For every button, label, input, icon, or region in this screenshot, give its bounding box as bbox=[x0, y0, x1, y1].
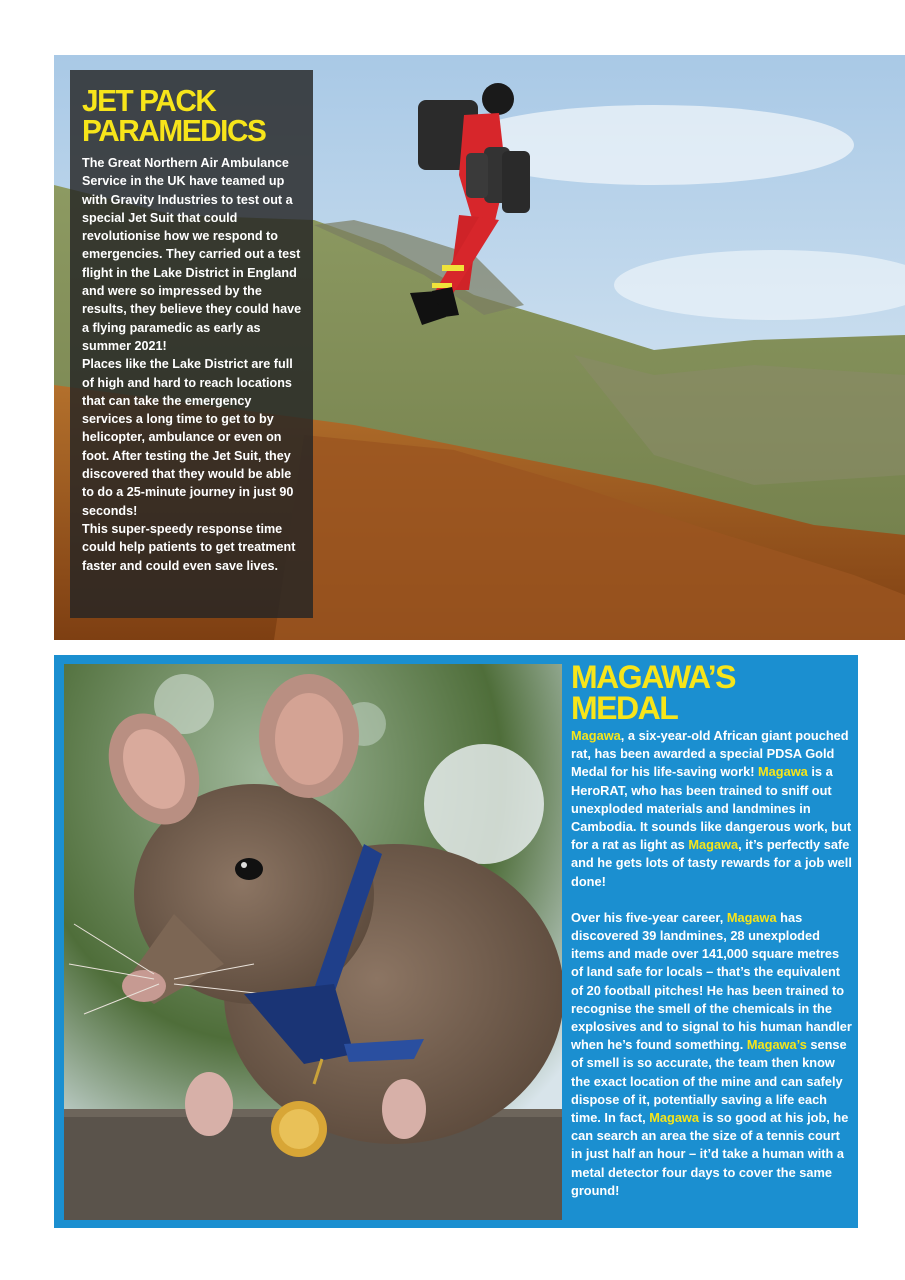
magawa-name-highlight: Magawa bbox=[571, 728, 621, 743]
jet-pack-article-body bbox=[82, 154, 303, 575]
magawa-name-highlight: Magawa bbox=[688, 837, 739, 853]
magawa-text-run: , a six-year-old African giant pouched rat, has been awarded a special PDSA Gold Medal for his life-saving work! bbox=[571, 728, 849, 780]
magawa-title-line1: MAGAWA’S bbox=[571, 659, 736, 695]
magawa-title-line2: MEDAL bbox=[571, 690, 678, 726]
magawa-text-run: has discovered 39 landmines, 28 unexploded items and made over 141,000 square metres of land safe for locals – that’s the equivalent of 20 football pitches! He has been trained to recognise the smell of the chemicals in the explosives and to signal to his human handler when he’s found something. bbox=[571, 909, 852, 1053]
jet-pack-text-panel bbox=[70, 70, 313, 618]
rat-with-medal-illustration bbox=[64, 664, 562, 1220]
jet-pack-paragraph: This super-speedy response time could help patients to get treatment faster and could even save lives. bbox=[82, 521, 296, 573]
jet-pack-title-line2: PARAMEDICS bbox=[82, 113, 266, 148]
magawa-name-highlight: Magawa’s bbox=[746, 1037, 807, 1053]
magawa-name-highlight: Magawa bbox=[649, 1110, 700, 1126]
magawa-text-run: Over his five-year career, bbox=[571, 909, 727, 925]
magawa-paragraph-1 bbox=[571, 727, 853, 891]
magawa-text-run: sense of smell is so accurate, the team then know the exact location of the mine and can safely dispose of it, potentially saving a life each time. In fact, bbox=[571, 1037, 847, 1126]
jet-pack-title-line1: JET PACK bbox=[82, 83, 216, 118]
jet-pack-paragraph: Places like the Lake District are full of high and hard to reach locations that can take the emergency services a long time to get to by helicopter, ambulance or even on foot. After testing the Jet Suit, they discovered that they would be able to do a 25-minute journey in just 90 seconds! bbox=[82, 357, 294, 518]
magawa-rat-photo bbox=[64, 664, 562, 1220]
magawa-text-run: is a HeroRAT, who has been trained to sniff out unexploded materials and landmines in Cambodia. It sounds like dangerous work, but for a rat as light as bbox=[571, 764, 852, 853]
magawa-name-highlight: Magawa bbox=[726, 909, 777, 925]
magawa-title bbox=[571, 659, 736, 726]
magawa-article-body bbox=[571, 727, 853, 1200]
magawa-paragraph-2 bbox=[571, 909, 853, 1200]
jet-pack-title bbox=[82, 83, 294, 148]
magawa-name-highlight: Magawa bbox=[758, 764, 808, 780]
magawa-text-run: is so good at his job, he can search an area the size of a tennis court in just half an hour – it’d take a human with a metal detector four days to cover the same ground! bbox=[571, 1110, 849, 1198]
jet-pack-paragraph: The Great Northern Air Ambulance Service in the UK have teamed up with Gravity Industries to test out a special Jet Suit that could revolutionise how we respond to emergencies. They carried out a test flight in the Lake District in England and were so impressed by the results, they believe they could have a flying paramedic as early as summer 2021! bbox=[82, 156, 302, 353]
magawa-text-run: , it’s perfectly safe and he gets lots of tasty rewards for a job well done! bbox=[571, 837, 852, 889]
